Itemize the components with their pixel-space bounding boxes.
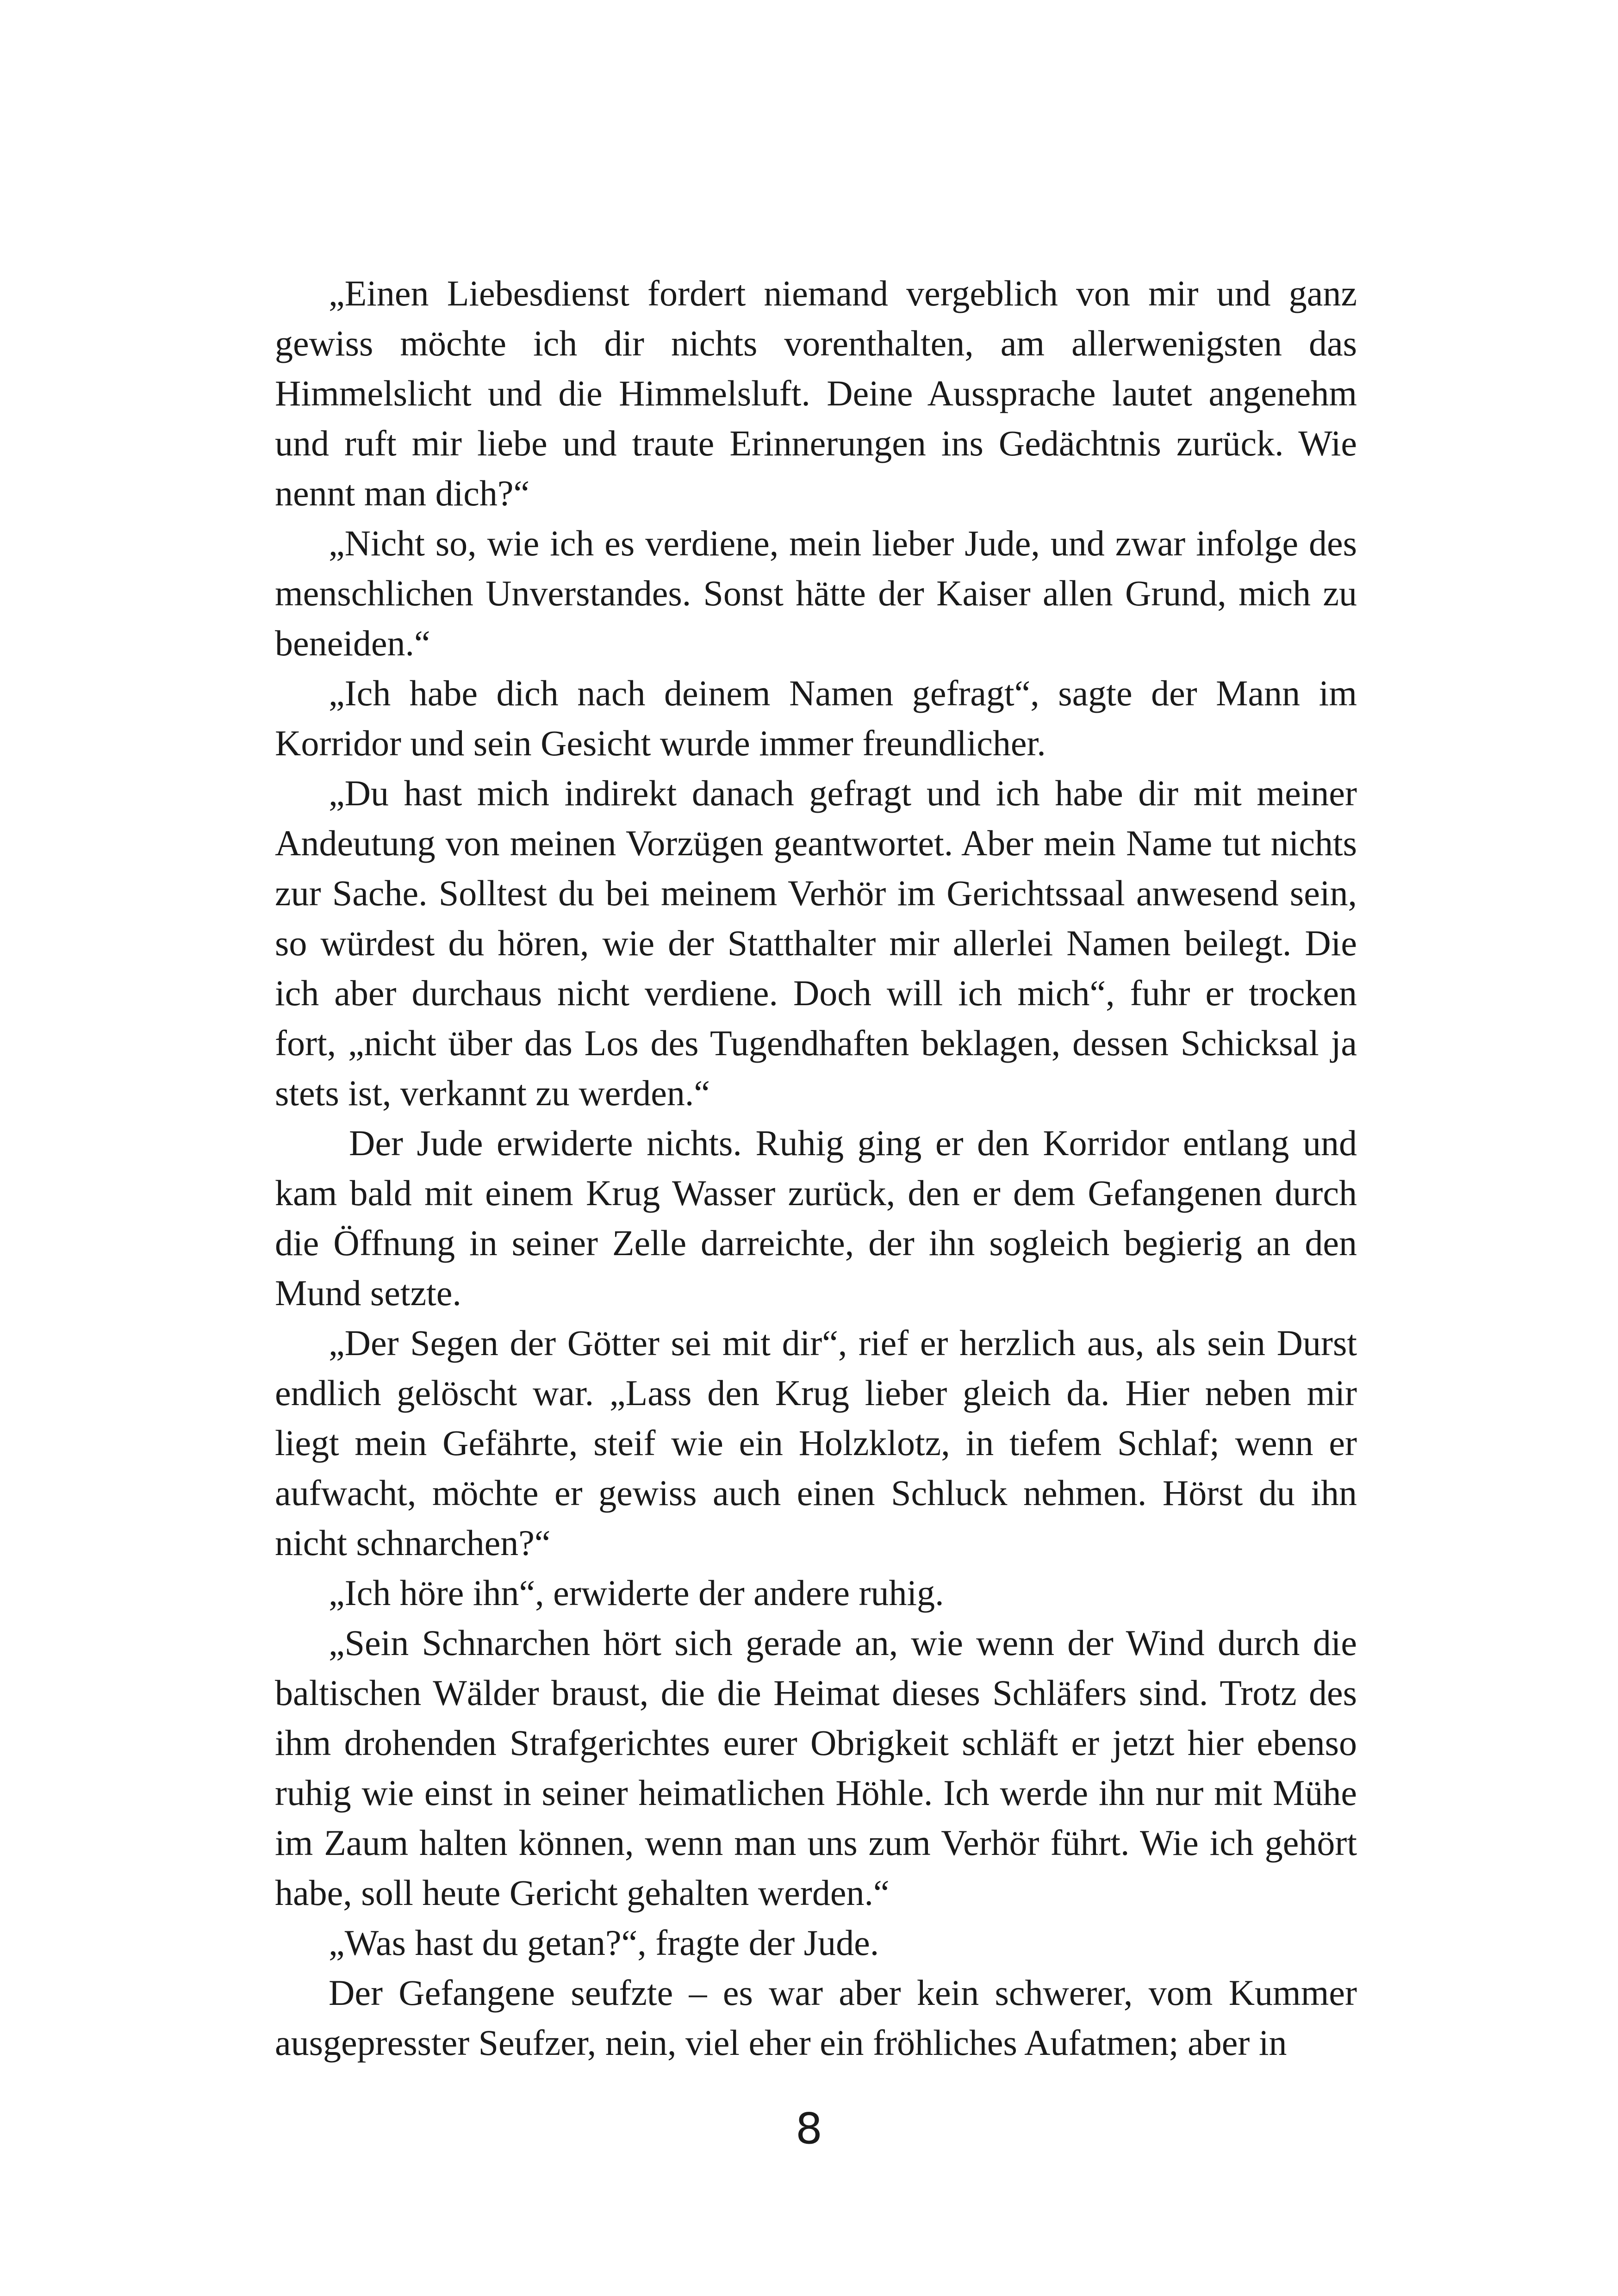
paragraph-7: „Ich höre ihn“, erwiderte der andere ruhig. [329, 1573, 944, 1613]
paragraph-5: Der Jude erwiderte nichts. Ruhig ging er den Korridor entlang und kam bald mit einem Krug Wasser zurück, den er dem Gefangenen durch die Öffnung in seiner Zelle darreichte, der ihn sogleich begierig an den Mund setzte. [275, 1123, 1357, 1313]
paragraph-1: „Einen Liebesdienst fordert niemand vergeblich von mir und ganz gewiss möchte ich dir nichts vorenthalten, am allerwenigsten das Himmelslicht und die Himmelsluft. Deine Aussprache lautet angenehm und ruft mir liebe und traute Erinnerungen ins Gedächtnis zurück. Wie nennt man dich?“ [275, 273, 1357, 513]
paragraph-3: „Ich habe dich nach deinem Namen gefragt“, sagte der Mann im Korridor und sein Gesicht wurde immer freundlicher. [275, 673, 1357, 763]
paragraph-4: „Du hast mich indirekt danach gefragt und ich habe dir mit meiner Andeutung von meinen Vorzügen geantwortet. Aber mein Name tut nichts zur Sache. Solltest du bei meinem Verhör im Gerichtssaal anwesend sein, so würdest du hören, wie der Statthalter mir allerlei Namen beilegt. Die ich aber durchaus nicht verdiene. Doch will ich mich“, fuhr er trocken fort, „nicht über das Los des Tugendhaften beklagen, dessen Schicksal ja stets ist, verkannt zu werden.“ [275, 773, 1357, 1113]
paragraph-2: „Nicht so, wie ich es verdiene, mein lieber Jude, und zwar infolge des menschlichen Unverstandes. Sonst hätte der Kaiser allen Grund, mich zu beneiden.“ [275, 523, 1357, 663]
paragraph-6: „Der Segen der Götter sei mit dir“, rief er herzlich aus, als sein Durst endlich gelöscht war. „Lass den Krug lieber gleich da. Hier neben mir liegt mein Gefährte, steif wie ein Holzklotz, in tiefem Schlaf; wenn er aufwacht, möchte er gewiss auch einen Schluck nehmen. Hörst du ihn nicht schnarchen?“ [275, 1323, 1357, 1563]
body-text [275, 268, 1357, 2068]
paragraph-9: „Was hast du getan?“, fragte der Jude. [329, 1923, 879, 1963]
page-number: 8 [795, 2104, 823, 2153]
paragraph-10: Der Gefangene seufzte – es war aber kein schwerer, vom Kummer ausgepresster Seufzer, nein, viel eher ein fröhliches Aufatmen; aber in [275, 1972, 1357, 2063]
paragraph-8: „Sein Schnarchen hört sich gerade an, wie wenn der Wind durch die baltischen Wälder braust, die die Heimat dieses Schläfers sind. Trotz des ihm drohenden Strafgerichtes eurer Obrigkeit schläft er jetzt hier ebenso ruhig wie einst in seiner heimatlichen Höhle. Ich werde ihn nur mit Mühe im Zaum halten können, wenn man uns zum Verhör führt. Wie ich gehört habe, soll heute Gericht gehalten werden.“ [275, 1623, 1357, 1913]
